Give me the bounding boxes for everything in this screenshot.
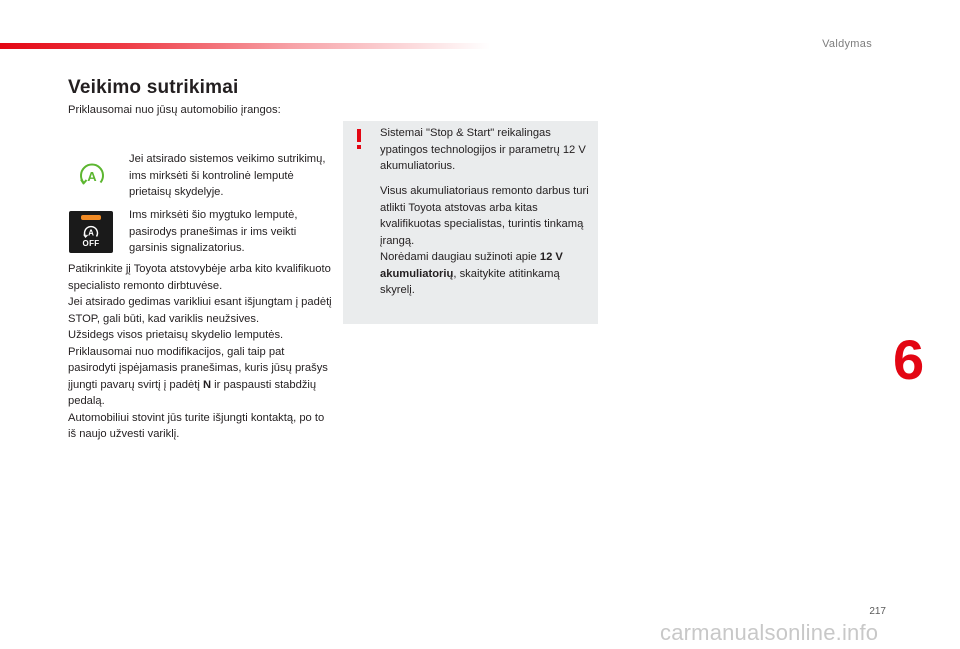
button-indicator-led xyxy=(81,215,101,220)
page-number: 217 xyxy=(869,606,886,617)
section-name: Valdymas xyxy=(822,38,872,50)
button-letter: A xyxy=(88,228,94,238)
main-text-line: Jei atsirado gedimas varikliui esant išjungtam į padėtį STOP, gali būti, kad variklis neužsives. xyxy=(68,296,332,325)
page-title: Veikimo sutrikimai xyxy=(68,77,239,98)
button-lamp-text: Ims mirksėti šio mygtuko lemputė, pasirodys pranešimas ir ims veikti garsinis signalizatorius. xyxy=(129,209,298,254)
warning-letter: A xyxy=(87,169,97,184)
stop-start-warning-icon xyxy=(79,163,105,189)
exclamation-icon xyxy=(353,128,365,150)
note-paragraph-1: Sistemai "Stop & Start" reikalingas ypatingos technologijos ir parametrų 12 V akumuliatorius. xyxy=(380,127,586,172)
watermark: carmanualsonline.info xyxy=(660,620,879,645)
main-text-line: Priklausomai nuo modifikacijos, gali taip pat pasirodyti įspėjamasis pranešimas, kuris jūsų prašys įjungti pavarų svirtį į padėtį N ir paspausti stabdžių pedalą. xyxy=(68,345,328,407)
gear-position-n: N xyxy=(202,378,212,391)
main-text-line: Patikrinkite jį Toyota atstovybėje arba kito kvalifikuoto specialisto remonto dirbtuvėse. xyxy=(68,263,331,292)
header-accent-bar xyxy=(0,43,490,49)
note-paragraph-2: Visus akumuliatoriaus remonto darbus turi atlikti Toyota atstovas arba kitas kvalifikuotas specialistas, turintis tinkamą įrangą. Norėdami daugiau sužinoti apie 12 V akumuliatorių, skaitykite atitinkamą skyrelį. xyxy=(380,185,589,296)
battery-reference: 12 V akumuliatorių xyxy=(380,251,563,280)
stop-start-off-button-icon xyxy=(69,211,113,253)
intro-text: Priklausomai nuo jūsų automobilio įrangos: xyxy=(68,104,281,116)
auto-restart-icon xyxy=(82,224,100,240)
chapter-number: 6 xyxy=(893,328,925,391)
warning-lamp-text: Jei atsirado sistemos veikimo sutrikimų, ims mirksėti ši kontrolinė lemputė prietaisų skydelyje. xyxy=(129,153,326,198)
main-text-line: Užsidegs visos prietaisų skydelio lemputės. xyxy=(68,329,284,341)
main-instructions xyxy=(68,261,333,443)
button-off-label: OFF xyxy=(82,239,100,248)
main-text-line: Automobiliui stovint jūs turite išjungti kontaktą, po to iš naujo užvesti variklį. xyxy=(68,411,325,440)
